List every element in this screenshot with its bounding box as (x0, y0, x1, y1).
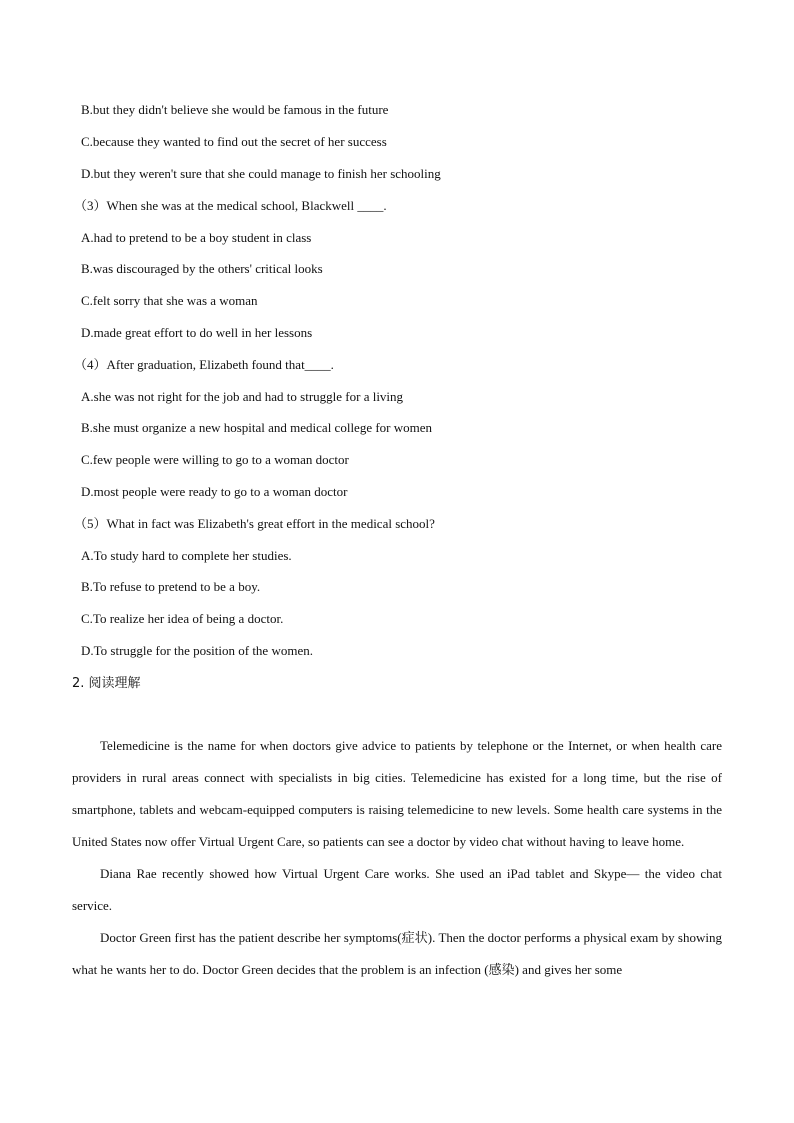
passage-paragraph-2: Diana Rae recently showed how Virtual Urgent Care works. She used an iPad tablet and Skype— the video chat service. (72, 866, 722, 913)
question-4: （4）After graduation, Elizabeth found that____. (74, 357, 334, 372)
option-line: C.because they wanted to find out the secret of her success (81, 134, 387, 149)
option-line: A.had to pretend to be a boy student in class (81, 230, 312, 245)
reading-passage (72, 730, 722, 986)
section-heading: 2. 阅读理解 (72, 676, 141, 691)
passage-paragraph-3: Doctor Green first has the patient describe her symptoms(症状). Then the doctor performs a physical exam by showing what he wants her to do. Doctor Green decides that the problem is an infection (感染) and gives her some (72, 930, 722, 977)
option-line: D.To struggle for the position of the women. (81, 643, 313, 658)
passage-paragraph-1: Telemedicine is the name for when doctors give advice to patients by telephone or the Internet, or when health care providers in rural areas connect with specialists in big cities. Telemedicine has existed for a long time, but the rise of smartphone, tablets and webcam-equipped computers is raising telemedicine to new levels. Some health care systems in the United States now offer Virtual Urgent Care, so patients can see a doctor by video chat without having to leave home. (72, 738, 722, 849)
option-line: D.made great effort to do well in her lessons (81, 325, 313, 340)
option-line: B.To refuse to pretend to be a boy. (81, 579, 261, 594)
option-line: A.To study hard to complete her studies. (81, 548, 292, 563)
option-line: B.was discouraged by the others' critical looks (81, 261, 323, 276)
option-line: B.but they didn't believe she would be famous in the future (81, 102, 389, 117)
question-3: （3）When she was at the medical school, Blackwell ____. (74, 198, 387, 213)
option-line: C.felt sorry that she was a woman (81, 293, 258, 308)
option-line: D.most people were ready to go to a woman doctor (81, 484, 348, 499)
question-5: （5）What in fact was Elizabeth's great effort in the medical school? (74, 516, 435, 531)
option-line: A.she was not right for the job and had to struggle for a living (81, 389, 404, 404)
option-line: C.few people were willing to go to a woman doctor (81, 452, 349, 467)
option-line: B.she must organize a new hospital and medical college for women (81, 420, 433, 435)
option-line: C.To realize her idea of being a doctor. (81, 611, 284, 626)
option-line: D.but they weren't sure that she could manage to finish her schooling (81, 166, 441, 181)
